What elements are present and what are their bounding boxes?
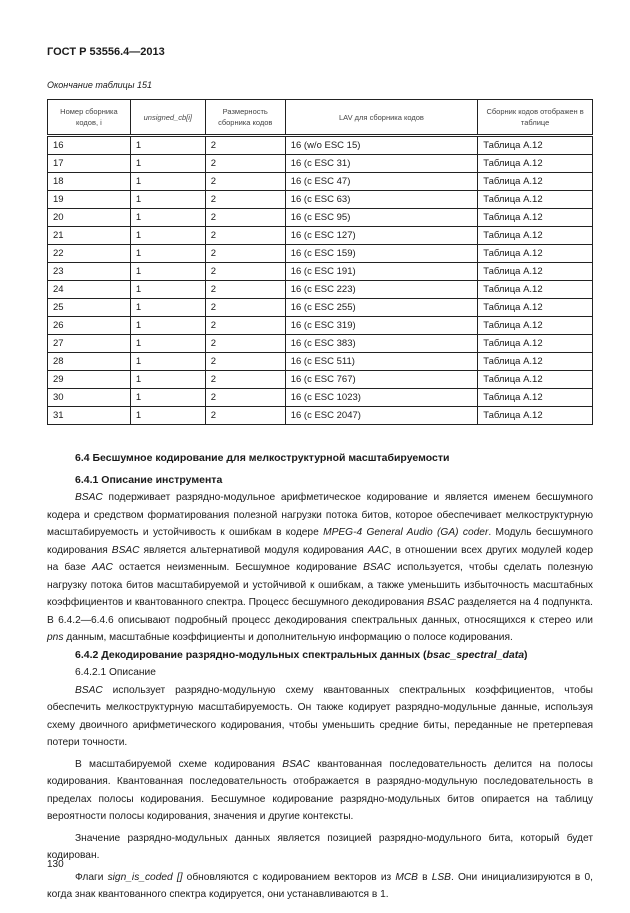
table-cell: 2 [205,191,285,209]
page-number: 130 [47,859,64,870]
table-cell: 28 [48,353,131,371]
text-run: . Модуль бесшумного кодирования [47,527,594,556]
text-run: подерживает разрядно-модульное арифметическое кодирование и является именем бесшумного кодера и средством форматирования полезной нагрузки потока битов, которое обеспечивает мелкоструктурную масштабируемость и устойчивость к ошибкам в кодере [47,492,593,538]
table-cell: 16 (с ESC 319) [285,317,477,335]
text-run: BSAC [75,492,103,503]
table-cell: Таблица А.12 [478,173,593,191]
text-run: Значение разрядно-модульных данных является позицией разрядно-модульного бита, который будет кодирован. [47,832,593,861]
text-run: обновляются с кодированием векторов из [182,871,396,883]
table-cell: Таблица А.12 [478,335,593,353]
text-run: MCB [395,871,418,883]
table-cell: 16 (с ESC 63) [285,191,477,209]
table-row [48,389,593,407]
text-run: AAC [91,562,113,573]
table-cell: 2 [205,281,285,299]
table-cell: 2 [205,245,285,263]
table-cell: 2 [205,136,285,155]
table-cell: 1 [130,173,205,191]
table-row [48,136,593,155]
table-cell: Таблица А.12 [478,209,593,227]
table-cell: 24 [48,281,131,299]
table-cell: 20 [48,209,131,227]
text-run: BSAC [75,684,103,696]
table-row [48,227,593,245]
table-cell: 16 (с ESC 159) [285,245,477,263]
table-cell: 16 (с ESC 127) [285,227,477,245]
table-cell: 2 [205,407,285,425]
paragraph [47,489,593,647]
text-run: ) [524,648,528,661]
text-run: данным, масштабные коэффициенты и дополнительную информацию о полосе кодирования. [63,632,513,643]
table-cell: 1 [130,281,205,299]
table-row [48,335,593,353]
table-cell: 1 [130,353,205,371]
table-cell: 16 (с ESC 47) [285,173,477,191]
table-cell: 2 [205,299,285,317]
paragraph [47,682,593,752]
table-cell: 1 [130,317,205,335]
table-row [48,155,593,173]
table-cell: 16 (w/o ESC 15) [285,136,477,155]
table-cell: 16 [48,136,131,155]
text-run: BSAC [282,758,311,770]
table-cell: 16 (с ESC 383) [285,335,477,353]
column-header: Размерность сборника кодов [205,100,285,136]
table-cell: Таблица А.12 [478,281,593,299]
table-cell: 1 [130,371,205,389]
table-cell: 2 [205,209,285,227]
text-run: квантованная последовательность делится на полосы кодирования. Квантованная последовательность отображается в разрядно-модульную последовательность в пределах полосы кодирования. Бесшумное кодирование разрядно-модульных битов опирается на таблицу вероятности полосы кодирования, значения и другие контексты. [47,758,593,822]
table-cell: Таблица А.12 [478,389,593,407]
text-run: BSAC [427,597,455,608]
text-run: 6.4 Бесшумное кодирование для мелкоструктурной масштабируемости [75,452,450,464]
table-cell: 16 (с ESC 2047) [285,407,477,425]
table-cell: 22 [48,245,131,263]
text-run: 6.4.2 Декодирование разрядно-модульных спектральных данных ( [75,648,427,661]
table-cell: 25 [48,299,131,317]
table-cell: 23 [48,263,131,281]
table-cell: 16 (с ESC 255) [285,299,477,317]
table-cell: 1 [130,407,205,425]
paragraph [47,756,593,826]
table-cell: 17 [48,155,131,173]
text-run: является альтернативой модуля кодирования [139,544,368,556]
table-cell: Таблица А.12 [478,155,593,173]
table-cell: 1 [130,263,205,281]
table-cell: 16 (с ESC 767) [285,371,477,389]
table-cell: 30 [48,389,131,407]
table-row [48,407,593,425]
text-run: bsac_spectral_data [426,648,525,661]
table-row [48,371,593,389]
table-cell: 2 [205,155,285,173]
text-run: pns [47,632,64,643]
text-run: sign_is_coded [] [107,871,183,883]
paragraph [47,664,593,682]
table-row [48,173,593,191]
table-cell: 2 [205,317,285,335]
paragraph [47,830,593,865]
table-cell: 2 [205,371,285,389]
text-run: в [417,871,432,883]
text-run: остается неизменным. Бесшумное кодирование [112,562,364,573]
table-row [48,353,593,371]
table-row [48,209,593,227]
table-cell: 2 [205,335,285,353]
codebook-table [47,99,593,425]
table-cell: 1 [130,155,205,173]
table-cell: 16 (с ESC 223) [285,281,477,299]
text-run: разделяется на 4 подпункта. В 6.4.2—6.4.6 описывают подробный процесс декодирования спектральных данных, относящихся к стерео или [47,597,593,626]
table-cell: Таблица А.12 [478,407,593,425]
text-run: MPEG-4 General Audio (GA) coder [323,527,489,538]
document-header: ГОСТ Р 53556.4—2013 [47,46,165,58]
table-row [48,263,593,281]
text-run: В масштабируемой схеме кодирования [75,758,283,770]
table-cell: Таблица А.12 [478,299,593,317]
table-cell: 2 [205,227,285,245]
table-cell: 1 [130,136,205,155]
table-row [48,245,593,263]
column-header: Номер сборника кодов, i [48,100,131,136]
table-cell: 29 [48,371,131,389]
table-cell: 16 (с ESC 1023) [285,389,477,407]
table-cell: 2 [205,353,285,371]
table-cell: Таблица А.12 [478,371,593,389]
text-run: , в отношении всех других модулей кодер на базе [47,544,594,573]
table-cell: 16 (с ESC 31) [285,155,477,173]
table-cell: 26 [48,317,131,335]
section-heading [47,472,593,490]
table-cell: 31 [48,407,131,425]
text-run: 6.4.1 Описание инструмента [75,473,223,486]
table-cell: 16 (с ESC 95) [285,209,477,227]
text-run: LSB [431,871,451,883]
text-run: 6.4.2.1 Описание [75,667,156,678]
table-cell: 16 (с ESC 511) [285,353,477,371]
table-cell: Таблица А.12 [478,263,593,281]
column-header: unsigned_cb[i] [130,100,205,136]
table-cell: 2 [205,263,285,281]
table-cell: Таблица А.12 [478,191,593,209]
table-caption: Окончание таблицы 151 [47,80,152,90]
table-cell: 1 [130,335,205,353]
table-cell: 19 [48,191,131,209]
column-header: Сборник кодов отображен в таблице [478,100,593,136]
section-heading [47,647,593,665]
table-cell: 1 [130,389,205,407]
table-cell: Таблица А.12 [478,136,593,155]
paragraph [47,869,593,904]
text-run: использует разрядно-модульную схему квантованных спектральных коэффициентов, чтобы обеспечить мелкоструктурную масштабируемость. Он также кодирует разрядно-модульные данные, используя схему двоичного арифметического кодирования, чтобы уменьшить средние биты, переданные не претерпевая потери точности. [47,684,593,748]
text-run: BSAC [111,544,140,556]
table-cell: 18 [48,173,131,191]
table-cell: Таблица А.12 [478,317,593,335]
table-cell: 1 [130,245,205,263]
section-heading [47,450,593,468]
table-row [48,281,593,299]
table-cell: 2 [205,173,285,191]
table-row [48,317,593,335]
table-cell: Таблица А.12 [478,353,593,371]
column-header: LAV для сборника кодов [285,100,477,136]
section-body [47,450,593,904]
table-cell: 21 [48,227,131,245]
table-cell: 16 (с ESC 191) [285,263,477,281]
table-cell: 1 [130,209,205,227]
text-run: Флаги [75,871,108,883]
table-cell: Таблица А.12 [478,227,593,245]
text-run: BSAC [363,562,391,573]
table-cell: 1 [130,191,205,209]
text-run: используется, чтобы сделать полезную нагрузку потока битов масштабируемой и устойчивой к ошибкам, а также уменьшить избыточность масштабных коэффициентов и квантованного спектра. Процесс бесшумного декодирования [47,562,593,608]
table-cell: 2 [205,389,285,407]
table-row [48,299,593,317]
table-cell: Таблица А.12 [478,245,593,263]
table-cell: 1 [130,227,205,245]
table-row [48,191,593,209]
table-cell: 1 [130,299,205,317]
table-cell: 27 [48,335,131,353]
text-run: . Они инициализируются в 0, когда знак квантованного спектра кодируется, они устанавливаются в 1. [47,871,593,900]
text-run: AAC [367,544,389,556]
